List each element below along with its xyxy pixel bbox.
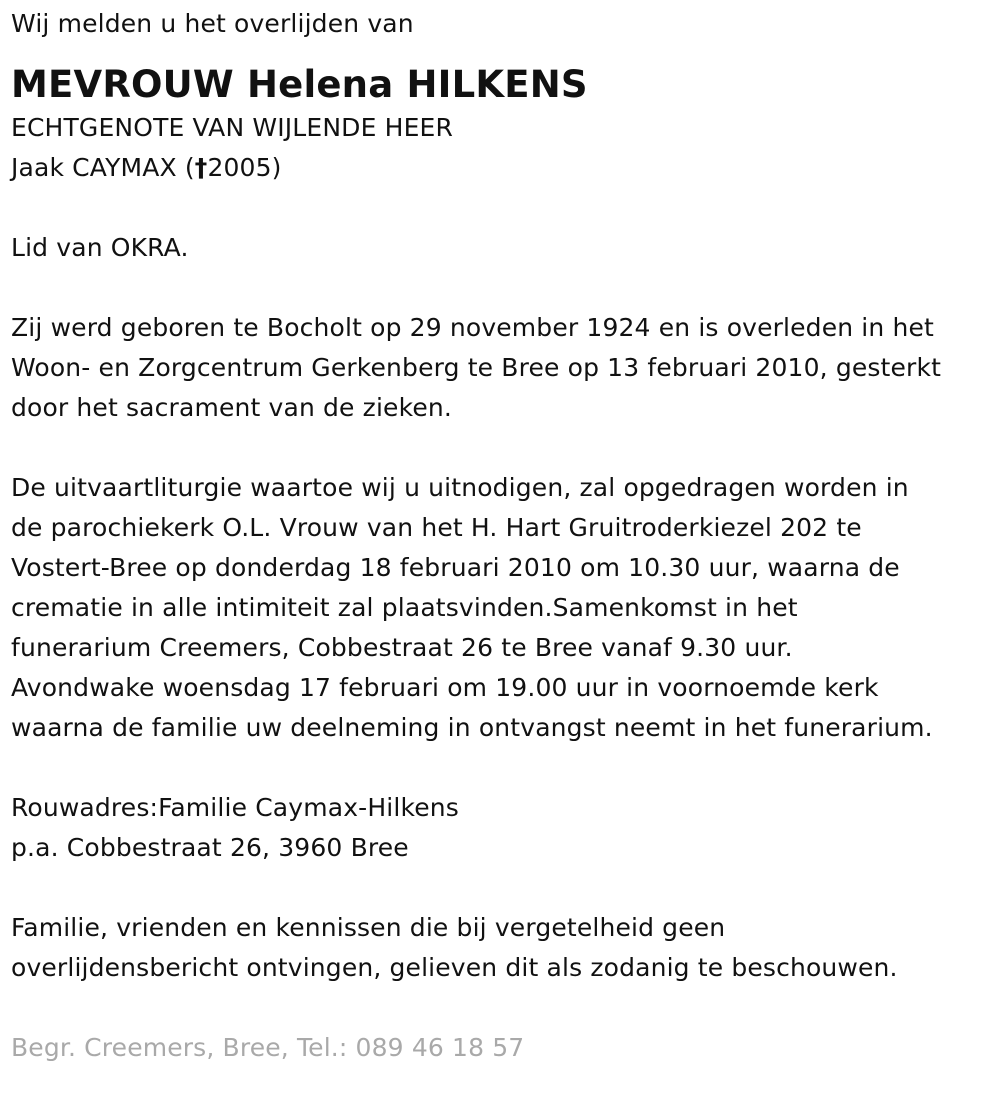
spacer bbox=[11, 188, 1000, 228]
spacer bbox=[11, 268, 1000, 308]
mourning-address bbox=[11, 788, 1000, 868]
paragraph-line: Avondwake woensdag 17 februari om 19.00 uur in voornoemde kerk bbox=[11, 673, 879, 702]
spouse-name: Jaak CAYMAX ( bbox=[11, 153, 195, 182]
paragraph-line: Vostert-Bree op donderdag 18 februari 2010 om 10.30 uur, waarna de bbox=[11, 553, 900, 582]
birth-death-paragraph bbox=[11, 308, 1000, 428]
deceased-name: MEVROUW Helena HILKENS bbox=[11, 63, 588, 106]
address-line: Rouwadres:Familie Caymax-Hilkens bbox=[11, 793, 459, 822]
closing-paragraph bbox=[11, 908, 1000, 988]
cross-icon: † bbox=[194, 153, 208, 182]
paragraph-line: funerarium Creemers, Cobbestraat 26 te Bree vanaf 9.30 uur. bbox=[11, 633, 793, 662]
funeral-director-footer: Begr. Creemers, Bree, Tel.: 089 46 18 57 bbox=[11, 1033, 525, 1062]
spacer bbox=[11, 748, 1000, 788]
spacer bbox=[11, 988, 1000, 1028]
paragraph-line: crematie in alle intimiteit zal plaatsvinden.Samenkomst in het bbox=[11, 593, 798, 622]
spouse-death-year: 2005) bbox=[207, 153, 282, 182]
spacer bbox=[11, 868, 1000, 908]
paragraph-line: De uitvaartliturgie waartoe wij u uitnodigen, zal opgedragen worden in bbox=[11, 473, 909, 502]
spouse-line: ECHTGENOTE VAN WIJLENDE HEER bbox=[11, 113, 453, 142]
membership-text: Lid van OKRA. bbox=[11, 233, 189, 262]
paragraph-line: Woon- en Zorgcentrum Gerkenberg te Bree op 13 februari 2010, gesterkt bbox=[11, 353, 942, 382]
paragraph-line: Familie, vrienden en kennissen die bij vergetelheid geen bbox=[11, 913, 726, 942]
intro-text: Wij melden u het overlijden van bbox=[11, 9, 414, 38]
funeral-paragraph bbox=[11, 468, 1000, 748]
paragraph-line: Zij werd geboren te Bocholt op 29 november 1924 en is overleden in het bbox=[11, 313, 934, 342]
paragraph-line: overlijdensbericht ontvingen, gelieven dit als zodanig te beschouwen. bbox=[11, 953, 898, 982]
paragraph-line: de parochiekerk O.L. Vrouw van het H. Hart Gruitroderkiezel 202 te bbox=[11, 513, 862, 542]
spouse-name-line bbox=[11, 148, 1000, 188]
address-line: p.a. Cobbestraat 26, 3960 Bree bbox=[11, 833, 409, 862]
paragraph-line: door het sacrament van de zieken. bbox=[11, 393, 452, 422]
spacer bbox=[11, 428, 1000, 468]
paragraph-line: waarna de familie uw deelneming in ontvangst neemt in het funerarium. bbox=[11, 713, 933, 742]
